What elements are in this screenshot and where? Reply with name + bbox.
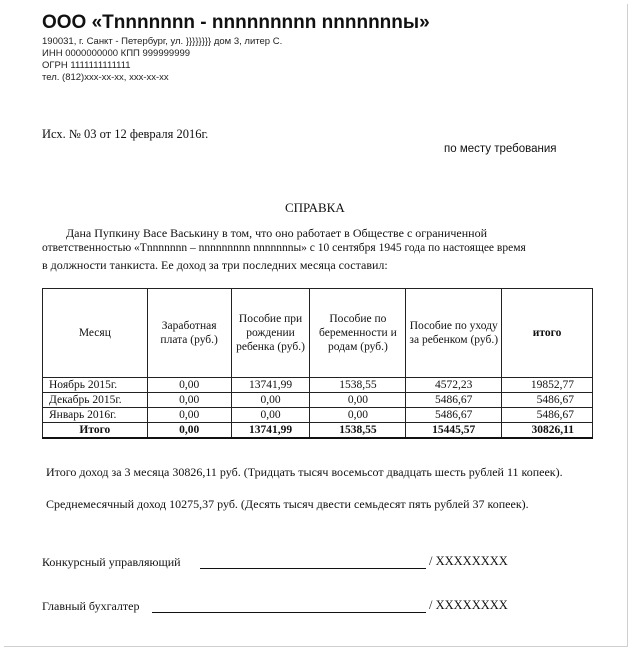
cell-maternity-benefit: 0,00 <box>310 408 406 423</box>
summary-average-income: Среднемесячный доход 10275,37 руб. (Десять тысяч двести семьдесят пять рублей 37 копеек). <box>46 497 529 511</box>
cell-salary: 0,00 <box>147 378 231 393</box>
total-total: 30826,11 <box>502 423 593 439</box>
cell-total: 5486,67 <box>502 393 593 408</box>
document-title: СПРАВКА <box>285 200 345 215</box>
signature-role-accountant: Главный бухгалтер <box>42 599 140 613</box>
body-line-3: в должности танкиста. Ее доход за три последних месяца составил: <box>42 258 388 272</box>
document-destination: по месту требования <box>444 143 557 155</box>
cell-birth-benefit: 13741,99 <box>231 378 310 393</box>
signature-line-manager <box>200 568 426 569</box>
signature-role-manager: Конкурсный управляющий <box>42 555 181 569</box>
cell-childcare-benefit: 5486,67 <box>406 393 502 408</box>
total-maternity-benefit: 1538,55 <box>310 423 406 439</box>
table-row <box>43 408 593 423</box>
signature-line-accountant <box>152 612 426 613</box>
header-childcare-benefit: Пособие по уходу за ребенком (руб.) <box>406 289 502 378</box>
body-line-1: Дана Пупкину Васе Васькину в том, что оно работает в Обществе с ограниченной <box>66 226 488 240</box>
signature-name-accountant: / XXXXXXXX <box>429 598 508 612</box>
cell-total: 5486,67 <box>502 408 593 423</box>
cell-salary: 0,00 <box>147 408 231 423</box>
total-childcare-benefit: 15445,57 <box>406 423 502 439</box>
cell-maternity-benefit: 0,00 <box>310 393 406 408</box>
total-salary: 0,00 <box>147 423 231 439</box>
summary-total-income: Итого доход за 3 месяца 30826,11 руб. (Тридцать тысяч восемьсот двадцать шесть рублей 11 копеек). <box>46 465 563 479</box>
cell-maternity-benefit: 1538,55 <box>310 378 406 393</box>
company-phone: тел. (812)xxx-xx-xx, xxx-xx-xx <box>42 72 169 83</box>
company-address: 190031, г. Санкт - Петербург, ул. }}}}}}}} дом 3, литер С. <box>42 36 283 47</box>
cell-month: Ноябрь 2015г. <box>43 378 148 393</box>
table-row <box>43 393 593 408</box>
cell-salary: 0,00 <box>147 393 231 408</box>
body-line-2: ответственностью «Tnnnnnnn – nnnnnnnnn nnnnnnnы» с 10 сентября 1945 года по настоящее время <box>42 242 526 254</box>
table-row <box>43 378 593 393</box>
income-table <box>42 288 593 439</box>
header-total: итого <box>502 289 593 378</box>
cell-childcare-benefit: 4572,23 <box>406 378 502 393</box>
cell-birth-benefit: 0,00 <box>231 408 310 423</box>
header-maternity-benefit: Пособие по беременности и родам (руб.) <box>310 289 406 378</box>
cell-total: 19852,77 <box>502 378 593 393</box>
table-header-row <box>43 289 593 378</box>
header-salary: Заработная плата (руб.) <box>147 289 231 378</box>
company-title: ООО «Tnnnnnnn - nnnnnnnnn nnnnnnnы» <box>42 12 430 33</box>
table-total-row <box>43 423 593 439</box>
cell-month: Декабрь 2015г. <box>43 393 148 408</box>
signature-name-manager: / XXXXXXXX <box>429 554 508 568</box>
cell-childcare-benefit: 5486,67 <box>406 408 502 423</box>
document-reference: Исх. № 03 от 12 февраля 2016г. <box>42 127 209 141</box>
cell-month: Январь 2016г. <box>43 408 148 423</box>
cell-birth-benefit: 0,00 <box>231 393 310 408</box>
header-month: Месяц <box>43 289 148 378</box>
company-ogrn: ОГРН 1111111111111 <box>42 60 131 71</box>
header-birth-benefit: Пособие при рождении ребенка (руб.) <box>231 289 310 378</box>
total-label: Итого <box>43 423 148 439</box>
company-inn-kpp: ИНН 0000000000 КПП 999999999 <box>42 48 191 59</box>
total-birth-benefit: 13741,99 <box>231 423 310 439</box>
